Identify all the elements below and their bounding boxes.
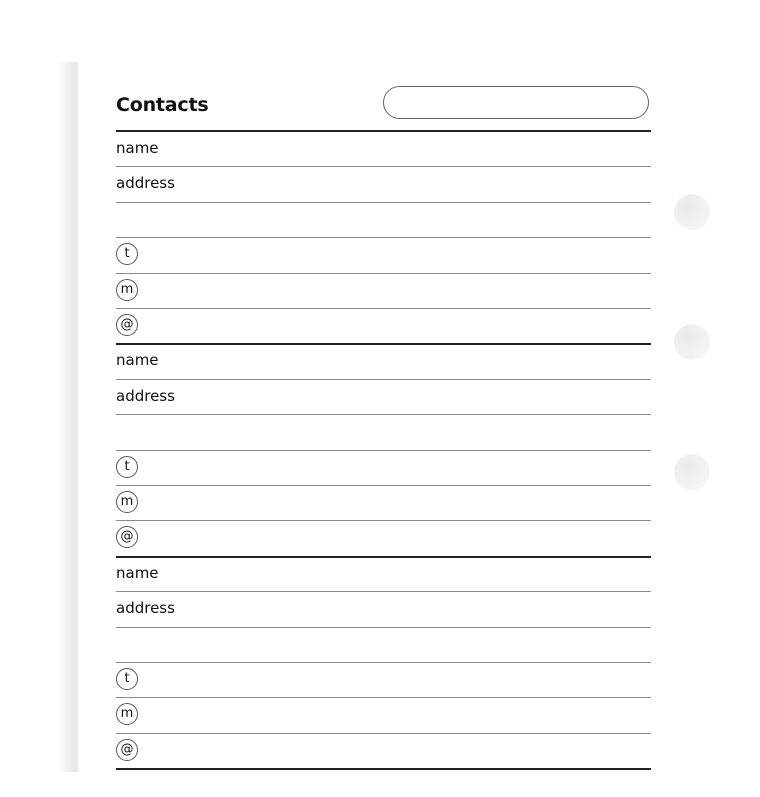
binder-hole bbox=[674, 194, 710, 230]
name-label: name bbox=[116, 351, 159, 370]
row-divider bbox=[116, 414, 651, 415]
row-divider bbox=[116, 450, 651, 451]
name-label: name bbox=[116, 563, 159, 582]
address-label: address bbox=[116, 386, 175, 405]
row-divider bbox=[116, 627, 651, 628]
row-divider bbox=[116, 273, 651, 274]
binder-hole bbox=[674, 324, 710, 360]
row-divider bbox=[116, 591, 651, 592]
row-divider bbox=[116, 485, 651, 486]
row-divider bbox=[116, 237, 651, 238]
binder-hole bbox=[674, 454, 710, 490]
address-label: address bbox=[116, 599, 175, 618]
row-divider bbox=[116, 166, 651, 167]
name-label: name bbox=[116, 139, 159, 157]
row-divider bbox=[116, 697, 651, 698]
page-edge-shadow bbox=[56, 62, 80, 772]
row-divider bbox=[116, 343, 651, 345]
mobile-icon: m bbox=[116, 703, 138, 725]
email-icon: @ bbox=[116, 739, 138, 761]
row-divider bbox=[116, 202, 651, 203]
row-divider bbox=[116, 556, 651, 558]
mobile-icon: m bbox=[116, 491, 138, 513]
email-icon: @ bbox=[116, 526, 138, 548]
header-divider bbox=[116, 130, 651, 132]
row-divider bbox=[116, 520, 651, 521]
telephone-icon: t bbox=[116, 456, 138, 478]
header-box-field[interactable] bbox=[383, 86, 649, 119]
row-divider bbox=[116, 379, 651, 380]
row-divider bbox=[116, 733, 651, 734]
email-icon: @ bbox=[116, 314, 138, 336]
mobile-icon: m bbox=[116, 279, 138, 301]
row-divider bbox=[116, 768, 651, 770]
row-divider bbox=[116, 308, 651, 309]
address-label: address bbox=[116, 174, 175, 193]
telephone-icon: t bbox=[116, 243, 138, 265]
page-title: Contacts bbox=[116, 94, 209, 116]
row-divider bbox=[116, 662, 651, 663]
telephone-icon: t bbox=[116, 668, 138, 690]
